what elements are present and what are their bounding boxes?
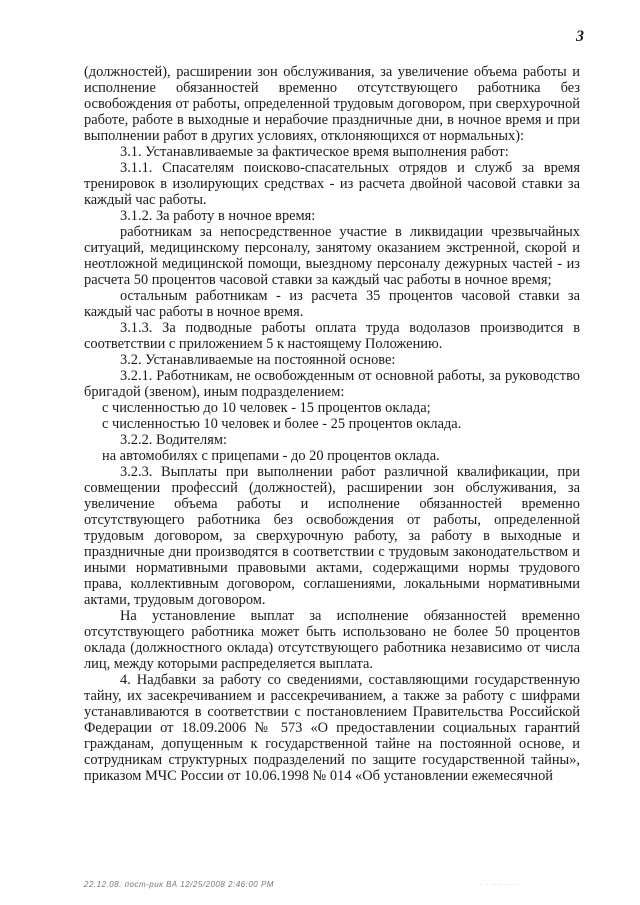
list-item-10-and-more: с численностью 10 человек и более - 25 процентов оклада. — [102, 416, 462, 432]
paragraph-3-2-1: 3.2.1. Работникам, не освобожденным от основной работы, за руководство бригадой (звеном), иным подразделением: — [84, 368, 580, 400]
paragraph-3-2: 3.2. Устанавливаемые на постоянной основе: — [120, 352, 396, 368]
paragraph-night-others: остальным работникам - из расчета 35 процентов часовой ставки за каждый час работы в ночное время. — [84, 288, 580, 320]
paragraph-3-2-2: 3.2.2. Водителям: — [120, 432, 227, 448]
paragraph-3-2-3: 3.2.3. Выплаты при выполнении работ различной квалификации, при совмещении профессий (должностей), расширении зон обслуживания, за увеличение объема работы и исполнение обязанностей временно отсутствующего работника без освобождения от работы, определенной трудовым договором, за сверхурочную работу, за работу в выходные и праздничные дни производятся в соответствии с трудовым законодательством и иными нормативными правовыми актами, содержащими нормы трудового права, коллективным договором, соглашениями, локальными нормативными актами, трудовым договором. — [84, 464, 580, 608]
footer-stamp: 22.12.08. пост-рик ВА 12/25/2008 2:46:00 РМ — [84, 880, 274, 889]
page-number: 3 — [576, 28, 584, 45]
footer-mark: · · ········· — [480, 882, 519, 888]
paragraph-3-1-1: 3.1.1. Спасателям поисково-спасательных отрядов и служб за время тренировок в изолирующих средствах - из расчета двойной часовой ставки за каждый час работы. — [84, 160, 580, 208]
paragraph-4: 4. Надбавки за работу со сведениями, составляющими государственную тайну, их засекречиванием и рассекречиванием, а также за работу с шифрами устанавливаются в соответствии с постановлением Правительства Российской Федерации от 18.09.2006 № 573 «О предоставлении социальных гарантий гражданам, допущенным к государственной тайне на постоянной основе, и сотрудникам структурных подразделений по защите государственной тайны», приказом МЧС России от 10.06.1998 № 014 «Об установлении ежемесячной — [84, 672, 580, 784]
paragraph-3-1-2: 3.1.2. За работу в ночное время: — [120, 208, 316, 224]
paragraph-3-1-3: 3.1.3. За подводные работы оплата труда водолазов производится в соответствии с приложением 5 к настоящему Положению. — [84, 320, 580, 352]
list-item-up-to-10: с численностью до 10 человек - 15 процентов оклада; — [102, 400, 431, 416]
list-item-trailers: на автомобилях с прицепами - до 20 процентов оклада. — [102, 448, 440, 464]
paragraph-night-emergency: работникам за непосредственное участие в ликвидации чрезвычайных ситуаций, медицинскому персоналу, занятому оказанием экстренной, скорой и неотложной медицинской помощи, выездному персоналу дежурных частей - из расчета 50 процентов часовой ставки за каждый час работы в ночное время; — [84, 224, 580, 288]
paragraph-absent-worker: На установление выплат за исполнение обязанностей временно отсутствующего работника может быть использовано не более 50 процентов оклада (должностного оклада) отсутствующего работника независимо от числа лиц, между которыми распределяется выплата. — [84, 608, 580, 672]
document-body — [84, 64, 580, 784]
paragraph-3-1: 3.1. Устанавливаемые за фактическое время выполнения работ: — [120, 144, 509, 160]
paragraph-continuation: (должностей), расширении зон обслуживания, за увеличение объема работы и исполнение обязанностей временно отсутствующего работника без освобождения от работы, определенной трудовым договором, при сверхурочной работе, работе в выходные и нерабочие праздничные дни, в ночное время и при выполнении работ в других условиях, отклоняющихся от нормальных): — [84, 64, 580, 144]
